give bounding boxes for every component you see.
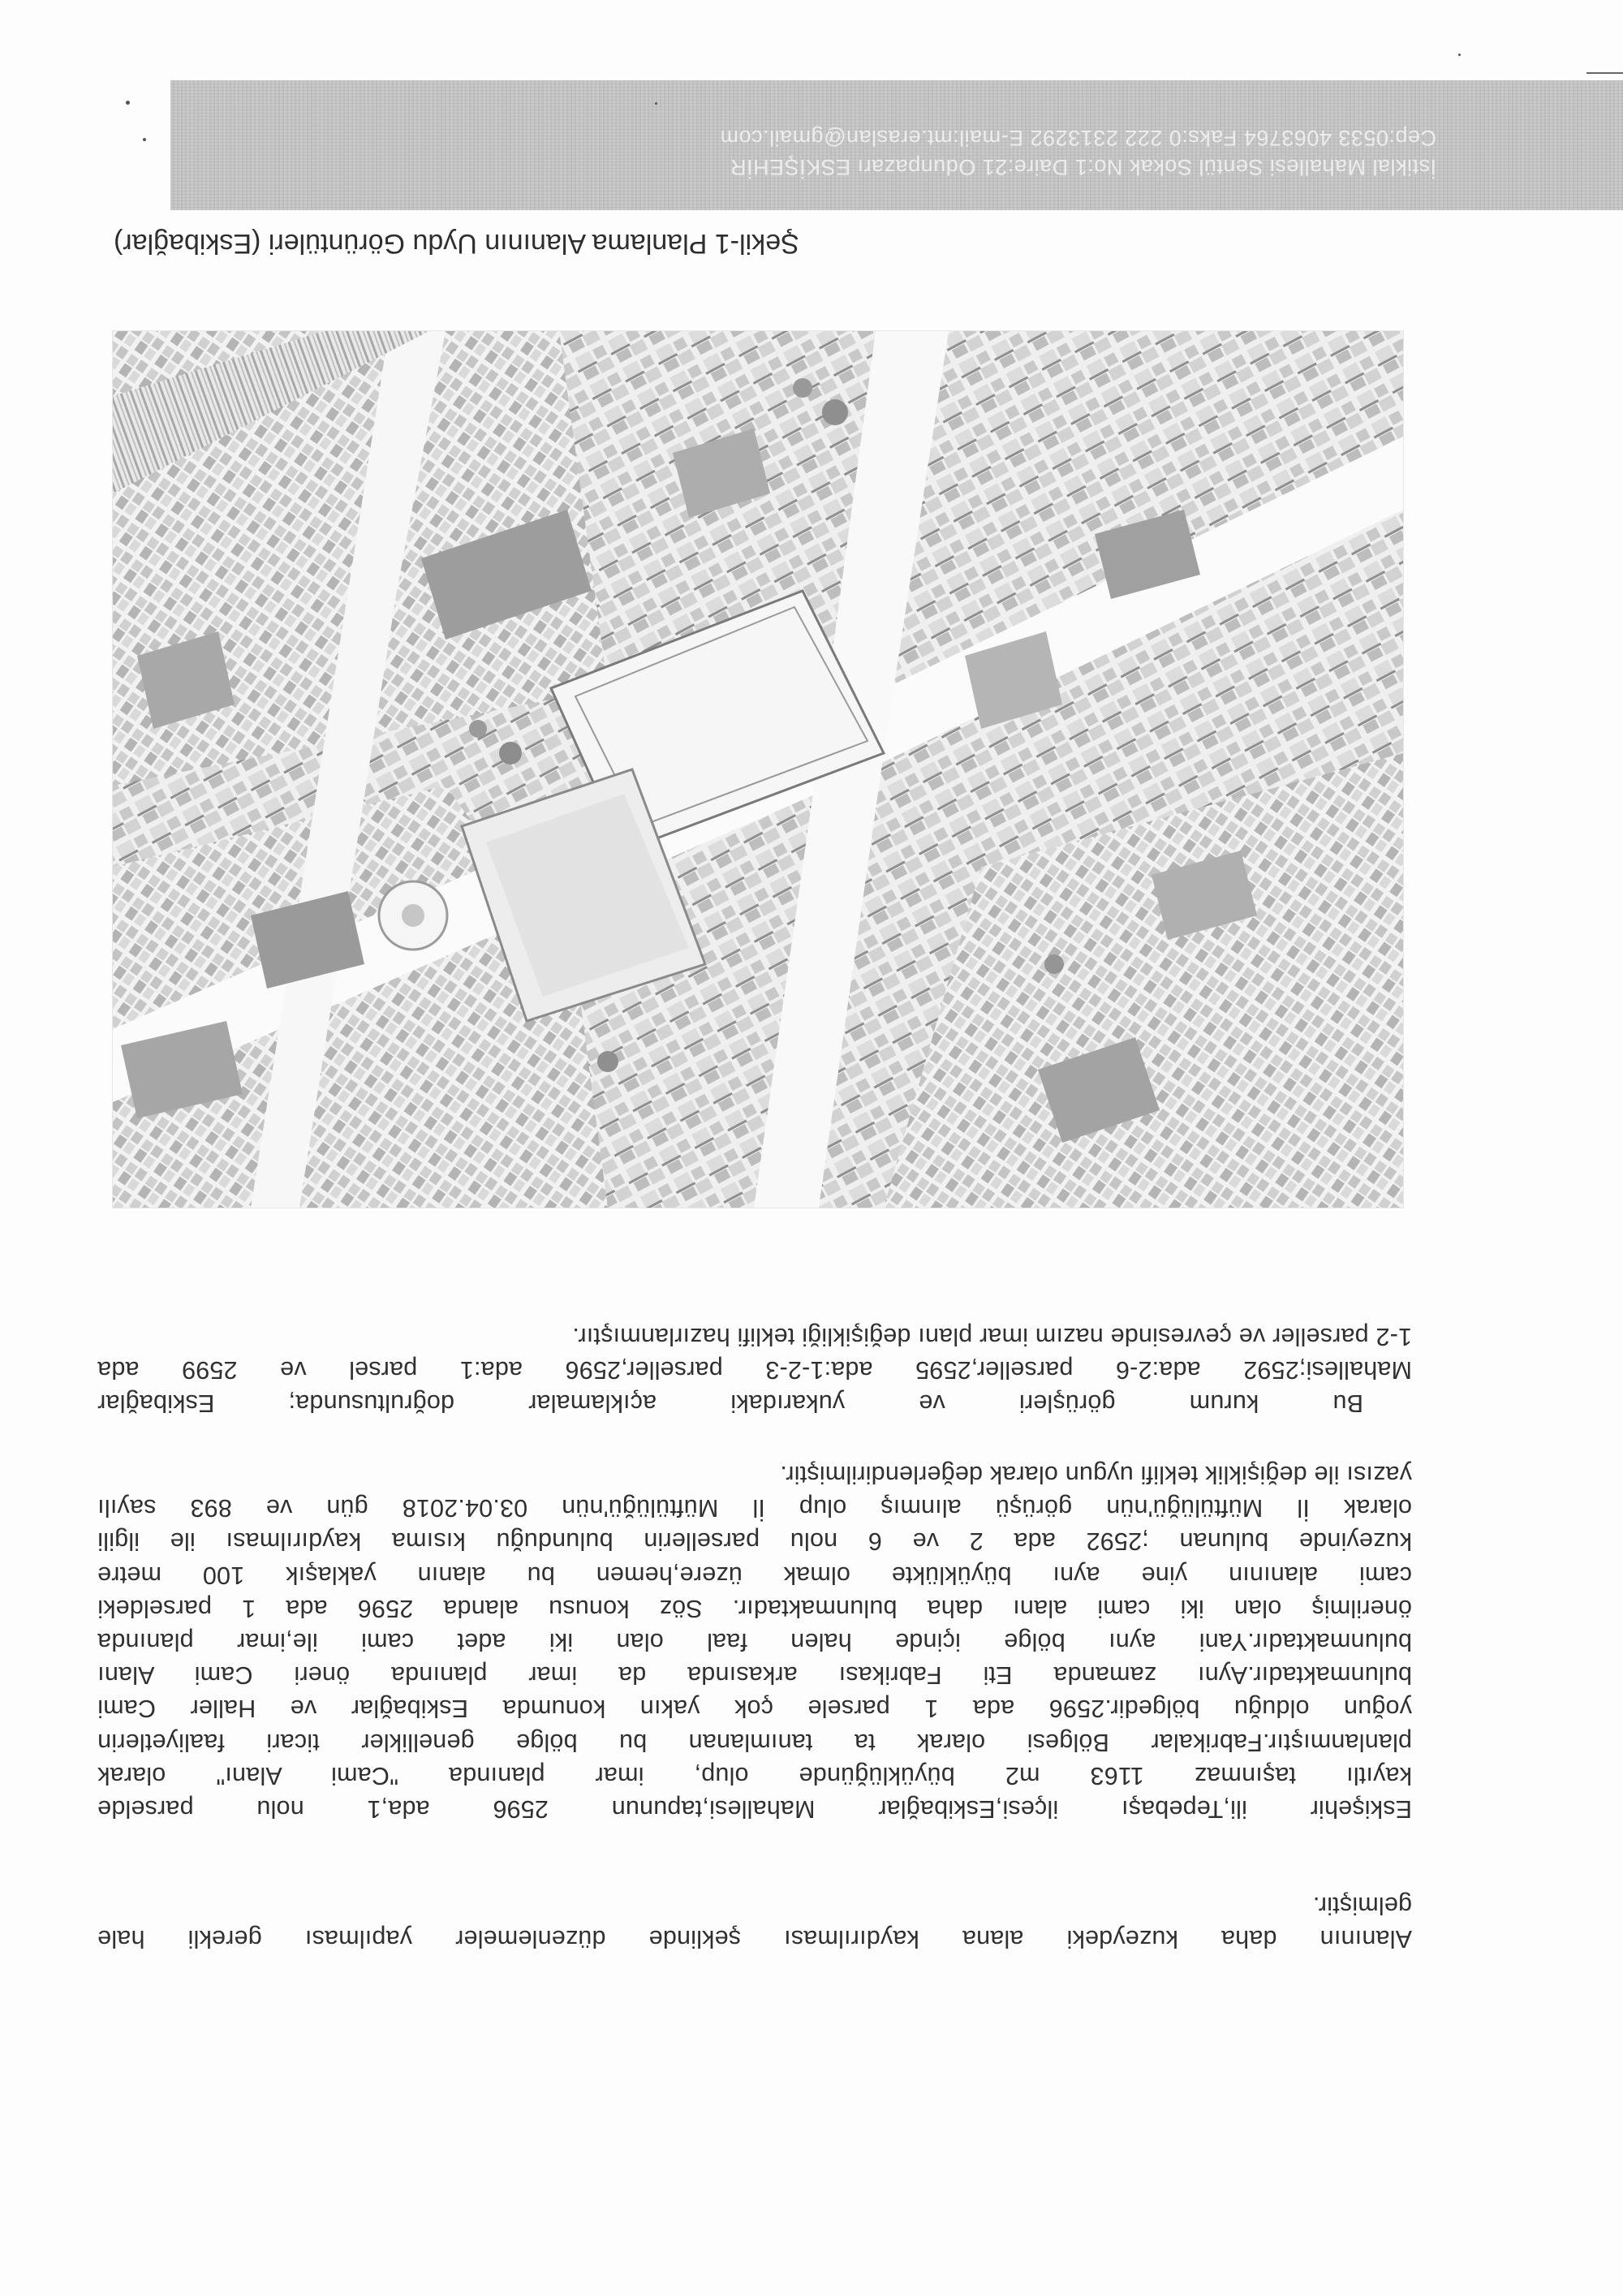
text-line: Mahallesi;2592 ada:2-6 parseller,2595 ada:1-2-3 parseller,2596 ada:1 parsel ve 2599 ada [97, 1355, 1412, 1384]
scan-speck [655, 102, 657, 105]
text-line: yazısı ile değişiklik teklifi uygun olarak değerlendirilmiştir. [780, 1460, 1412, 1488]
text-line: olarak İl Müftülüğü'nün görüşü alınmış olup İl Müftülüğü'nün 03.04.2018 gün ve 893 sayılı [97, 1494, 1412, 1523]
text-line: Bu kurum görüşleri ve yukarıdaki açıklamalar doğrultusunda; Eskibağlar [97, 1389, 1363, 1417]
text-line: bulunmaktadır.Yani aynı bölge içinde halen faal olan iki adet cami ile,imar planında [97, 1627, 1412, 1656]
satellite-aerial-image [112, 330, 1404, 1208]
intro-paragraph [97, 1889, 1412, 1955]
footer-contact: Cep:0533 4063764 Faks:0 222 2313292 E-mail:mt.eraslan@gmail.com [720, 126, 1436, 150]
scan-speck [126, 101, 130, 105]
scan-speck [1458, 54, 1461, 56]
scan-speck [143, 138, 146, 141]
footer-rule [1586, 72, 1623, 74]
text-line: kayıtlı taşınmaz 1163 m2 büyüklüğünde olup, imar planında "Cami Alanı" olarak [97, 1761, 1412, 1790]
text-line: önerilmiş olan iki cami alanı daha bulunmaktadır. Söz konusu alanda 2596 ada 1 parseldeki [97, 1594, 1412, 1622]
text-line: 1-2 parseller ve çevresinde nazım imar planı değişikliği teklifi hazırlanmıştır. [572, 1322, 1412, 1350]
conclusion-paragraph [97, 1319, 1412, 1419]
text-line: yoğun olduğu bölgedir.2596 ada 1 parsele çok yakın konumda Eskibağlar ve Haller Cami [97, 1695, 1412, 1723]
text-line: bulunmaktadır.Aynı zamanda Eti Fabrikası arkasında da imar planında öneri Cami Alanı [97, 1661, 1412, 1690]
footer-address: İstiklal Mahallesi Sentül Sokak No:1 Daire:21 Odunpazarı ESKİŞEHİR [730, 155, 1436, 179]
text-line: Alanının daha kuzeydeki alana kaydırılması şeklinde düzenlemeler yapılması gerekli hale [97, 1925, 1412, 1953]
text-line: cami alanının yine aynı büyüklükte olmak üzere,hemen bu alanın yaklaşık 100 metre [97, 1561, 1412, 1589]
footer-contact-info [170, 123, 1436, 182]
main-paragraph [97, 1458, 1412, 1825]
text-line: kuzeyinde bulunan ;2592 ada 2 ve 6 nolu parsellerin bulunduğu kısıma kaydırılması ile ilgili [97, 1527, 1412, 1556]
text-line: gelmiştir. [1312, 1891, 1412, 1919]
aerial-view-illustration [113, 331, 1403, 1208]
text-line: planlanmıştır.Fabrikalar Bölgesi olarak ta tanımlanan bu bölge genellikler ticari faaliyetlerin [97, 1728, 1412, 1756]
text-line: Eskişehir ili,Tepebaşı ilçesi,Eskibağlar Mahallesi,tapunun 2596 ada,1 nolu parselde [97, 1795, 1412, 1823]
figure-caption: Şekil-1 Planlama Alanının Uydu Görüntüleri (Eskibağlar) [114, 228, 799, 259]
